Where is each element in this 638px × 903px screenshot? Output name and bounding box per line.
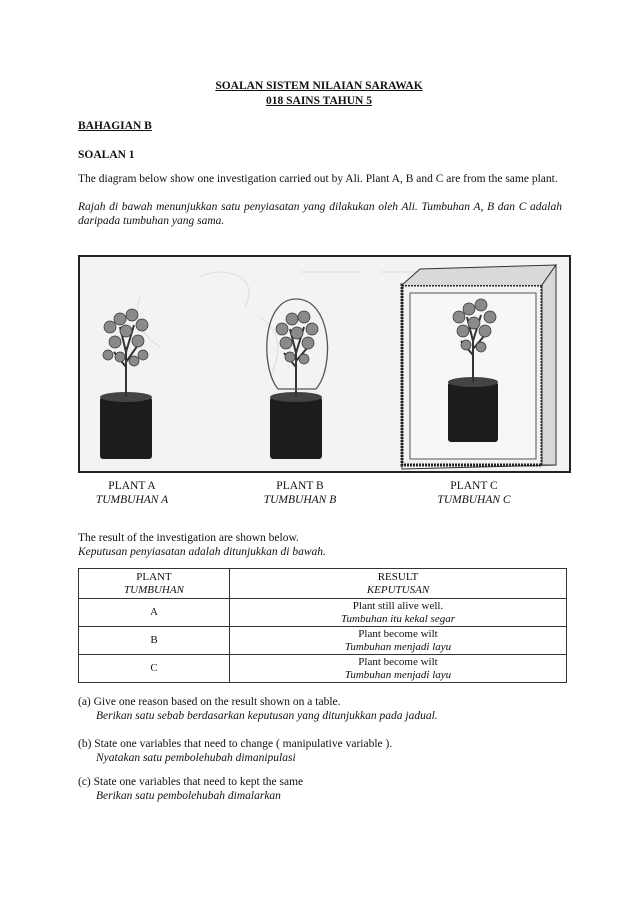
question-c [78, 775, 303, 803]
row-plant-cell: C [79, 655, 230, 683]
header-plant [79, 569, 230, 599]
table-row [79, 627, 567, 655]
header-plant-ms: TUMBUHAN [124, 583, 184, 596]
result-intro-malay: Keputusan penyiasatan adalah ditunjukkan di bawah. [78, 546, 326, 558]
intro-malay: Rajah di bawah menunjukkan satu penyiasatan yang dilakukan oleh Ali. Tumbuhan A, B dan C adalah daripada tumbuhan yang sama. [78, 201, 562, 227]
row-result-cell [230, 599, 567, 627]
row-result-cell [230, 655, 567, 683]
question-a [78, 695, 438, 723]
question-c-malay: Berikan satu pembolehubah dimalarkan [96, 790, 281, 802]
question-a-english: (a) Give one reason based on the result shown on a table. [78, 696, 341, 708]
plant-a-label-malay: TUMBUHAN A [95, 494, 169, 506]
plant-b-label-malay: TUMBUHAN B [263, 494, 337, 506]
plant-c-label-malay: TUMBUHAN C [437, 494, 511, 506]
header-result [230, 569, 567, 599]
result-intro-english: The result of the investigation are shown below. [78, 532, 299, 544]
question-b-english: (b) State one variables that need to change ( manipulative variable ). [78, 738, 393, 750]
header-plant-en: PLANT [136, 570, 172, 583]
question-c-english: (c) State one variables that need to kept the same [78, 776, 304, 788]
plant-a-label: PLANT A [108, 480, 156, 492]
header-result-ms: KEPUTUSAN [366, 583, 430, 596]
row-plant-cell: B [79, 627, 230, 655]
result-en: Plant still alive well. [352, 599, 444, 612]
plant-c-label: PLANT C [450, 480, 498, 492]
table-header-row [79, 569, 567, 599]
page-subtitle: 018 SAINS TAHUN 5 [266, 95, 372, 107]
plant-b-label: PLANT B [276, 480, 324, 492]
table-row [79, 599, 567, 627]
row-result-cell [230, 627, 567, 655]
result-ms: Tumbuhan itu kekal segar [341, 612, 455, 625]
table-row [79, 655, 567, 683]
investigation-diagram [78, 255, 571, 473]
result-en: Plant become wilt [358, 627, 438, 640]
result-ms: Tumbuhan menjadi layu [344, 668, 452, 681]
result-table [78, 568, 567, 683]
page-title: SOALAN SISTEM NILAIAN SARAWAK [215, 80, 423, 92]
result-en: Plant become wilt [358, 655, 438, 668]
question-a-malay: Berikan satu sebab berdasarkan keputusan yang ditunjukkan pada jadual. [96, 710, 438, 722]
question-b-malay: Nyatakan satu pembolehubah dimanipulasi [96, 752, 296, 764]
question-heading: SOALAN 1 [78, 149, 135, 161]
section-heading: BAHAGIAN B [78, 120, 152, 132]
result-ms: Tumbuhan menjadi layu [344, 640, 452, 653]
intro-english: The diagram below show one investigation carried out by Ali. Plant A, B and C are from the same plant. [78, 173, 558, 185]
question-b [78, 737, 392, 765]
plants-illustration [80, 257, 569, 471]
plant-c-figure [402, 265, 556, 469]
row-plant-cell: A [79, 599, 230, 627]
header-result-en: RESULT [377, 570, 419, 583]
